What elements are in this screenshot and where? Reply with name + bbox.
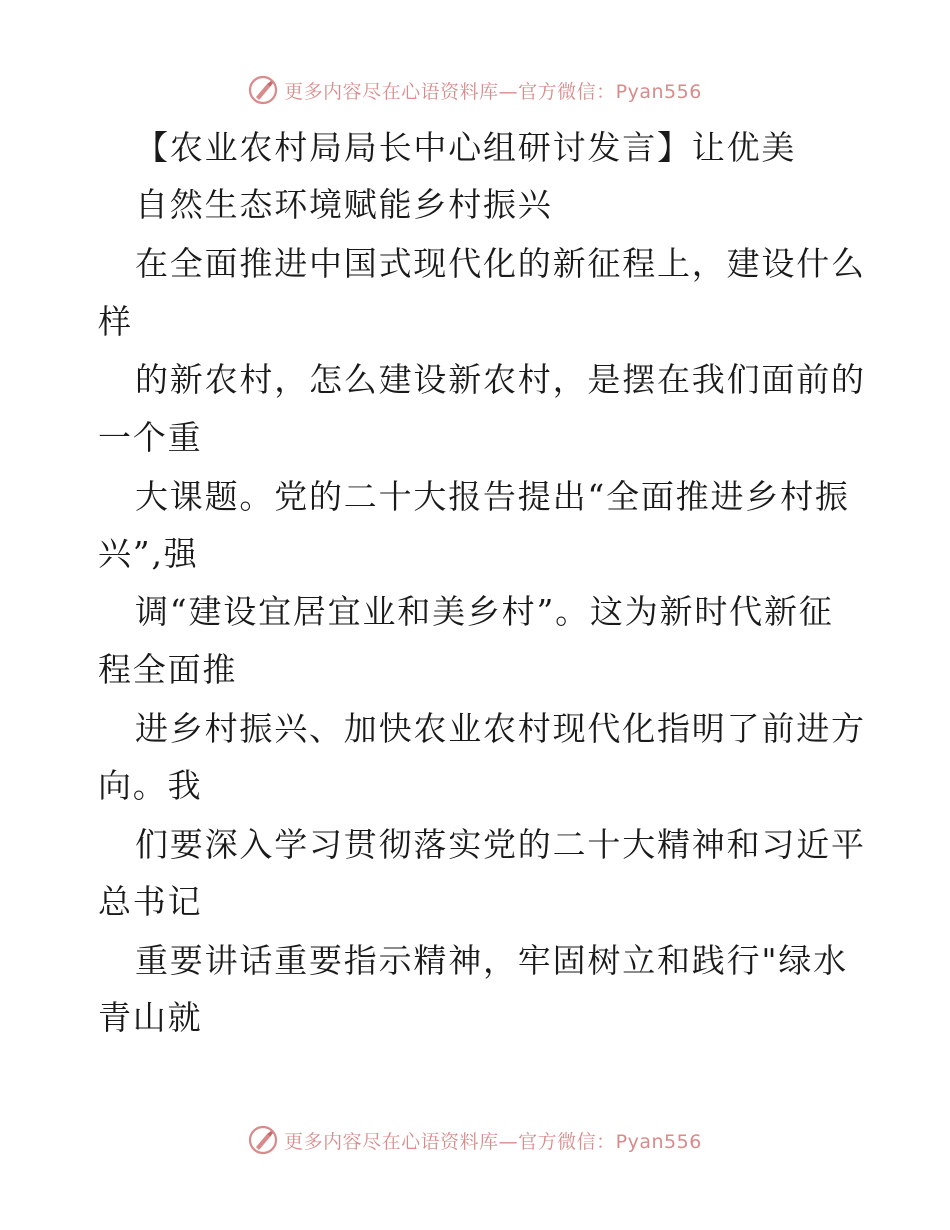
body-text-line: 调“建设宜居宜业和美乡村”。这为新时代新征: [135, 592, 834, 631]
body-text-line: 总书记: [98, 882, 203, 921]
document-title-line-2: 自然生态环境赋能乡村振兴: [135, 185, 553, 224]
pen-nib-logo-icon: [248, 1125, 278, 1155]
body-text-line: 进乡村振兴、加快农业农村现代化指明了前进方: [135, 709, 866, 748]
body-text-line: 大课题。党的二十大报告提出“全面推进乡村振: [135, 477, 850, 516]
watermark-text: 更多内容尽在心语资料库—官方微信：Pyan556: [284, 1130, 702, 1153]
pen-nib-logo-icon: [248, 75, 278, 105]
body-text-line: 兴”,强: [98, 534, 199, 573]
body-text-line: 一个重: [98, 418, 203, 457]
body-text-line: 青山就: [98, 998, 203, 1037]
body-text-line: 样: [98, 302, 133, 341]
body-text-line: 们要深入学习贯彻落实党的二十大精神和习近平: [135, 825, 866, 864]
header-watermark: [0, 70, 950, 110]
watermark-text: 更多内容尽在心语资料库—官方微信：Pyan556: [284, 80, 702, 103]
footer-watermark: [0, 1120, 950, 1160]
body-text-line: 程全面推: [98, 650, 238, 689]
body-text-line: 在全面推进中国式现代化的新征程上，建设什么: [135, 244, 866, 283]
body-text-line: 向。我: [98, 766, 203, 805]
body-text-line: 重要讲话重要指示精神，牢固树立和践行"绿水: [135, 941, 848, 980]
body-text-line: 的新农村，怎么建设新农村，是摆在我们面前的: [135, 360, 866, 399]
document-title-line-1: 【农业农村局局长中心组研讨发言】让优美: [135, 128, 797, 167]
